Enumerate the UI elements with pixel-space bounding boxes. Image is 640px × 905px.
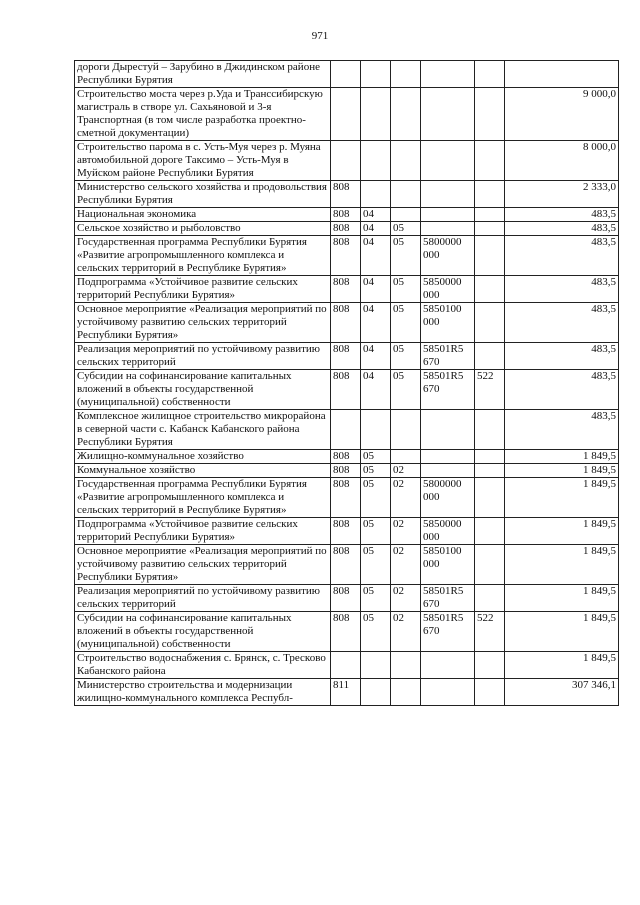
amount-cell: 9 000,0: [505, 88, 619, 141]
subsection-code-cell: 02: [391, 464, 421, 478]
subsection-code-cell: 05: [391, 303, 421, 343]
table-row: [75, 545, 619, 585]
budget-table: [74, 60, 619, 706]
target-item-code-cell: [421, 181, 475, 208]
expense-type-code-cell: [475, 585, 505, 612]
name-cell: Государственная программа Республики Бурятия «Развитие агропромышленного комплекса и сельских территорий в Республике Бурятия»: [75, 478, 331, 518]
expense-type-code-cell: 522: [475, 612, 505, 652]
amount-cell: 483,5: [505, 236, 619, 276]
target-item-code-cell: 5800000 000: [421, 236, 475, 276]
department-code-cell: 808: [331, 236, 361, 276]
expense-type-code-cell: [475, 545, 505, 585]
section-code-cell: 04: [361, 208, 391, 222]
table-row: [75, 652, 619, 679]
amount-cell: 1 849,5: [505, 585, 619, 612]
name-cell: Подпрограмма «Устойчивое развитие сельских территорий Республики Бурятия»: [75, 518, 331, 545]
amount-cell: 1 849,5: [505, 478, 619, 518]
amount-cell: 483,5: [505, 208, 619, 222]
target-item-code-cell: [421, 450, 475, 464]
name-cell: Реализация мероприятий по устойчивому развитию сельских территорий: [75, 343, 331, 370]
section-code-cell: 05: [361, 464, 391, 478]
amount-cell: 483,5: [505, 370, 619, 410]
subsection-code-cell: [391, 141, 421, 181]
target-item-code-cell: [421, 61, 475, 88]
name-cell: Реализация мероприятий по устойчивому развитию сельских территорий: [75, 585, 331, 612]
section-code-cell: [361, 410, 391, 450]
section-code-cell: 04: [361, 222, 391, 236]
name-cell: Министерство сельского хозяйства и продовольствия Республики Бурятия: [75, 181, 331, 208]
department-code-cell: 808: [331, 464, 361, 478]
section-code-cell: [361, 141, 391, 181]
department-code-cell: 808: [331, 208, 361, 222]
expense-type-code-cell: [475, 222, 505, 236]
name-cell: Подпрограмма «Устойчивое развитие сельских территорий Республики Бурятия»: [75, 276, 331, 303]
table-row: [75, 585, 619, 612]
amount-cell: 1 849,5: [505, 652, 619, 679]
section-code-cell: 04: [361, 236, 391, 276]
table-row: [75, 222, 619, 236]
section-code-cell: 05: [361, 585, 391, 612]
section-code-cell: 05: [361, 545, 391, 585]
target-item-code-cell: 58501R5 670: [421, 612, 475, 652]
amount-cell: 1 849,5: [505, 518, 619, 545]
department-code-cell: 808: [331, 545, 361, 585]
target-item-code-cell: 5850100 000: [421, 545, 475, 585]
expense-type-code-cell: [475, 652, 505, 679]
section-code-cell: 04: [361, 303, 391, 343]
subsection-code-cell: 05: [391, 343, 421, 370]
amount-cell: 307 346,1: [505, 679, 619, 706]
table-row: [75, 478, 619, 518]
expense-type-code-cell: [475, 478, 505, 518]
subsection-code-cell: 02: [391, 612, 421, 652]
amount-cell: 483,5: [505, 222, 619, 236]
amount-cell: 2 333,0: [505, 181, 619, 208]
table-row: [75, 276, 619, 303]
section-code-cell: 04: [361, 370, 391, 410]
section-code-cell: 05: [361, 478, 391, 518]
name-cell: Основное мероприятие «Реализация мероприятий по устойчивому развитию сельских территорий Республики Бурятия»: [75, 545, 331, 585]
name-cell: дороги Дырестуй – Зарубино в Джидинском районе Республики Бурятия: [75, 61, 331, 88]
amount-cell: 8 000,0: [505, 141, 619, 181]
expense-type-code-cell: [475, 236, 505, 276]
amount-cell: 483,5: [505, 343, 619, 370]
department-code-cell: [331, 410, 361, 450]
section-code-cell: 04: [361, 276, 391, 303]
department-code-cell: 811: [331, 679, 361, 706]
department-code-cell: 808: [331, 303, 361, 343]
subsection-code-cell: 05: [391, 236, 421, 276]
subsection-code-cell: [391, 652, 421, 679]
section-code-cell: [361, 61, 391, 88]
table-row: [75, 141, 619, 181]
table-row: [75, 208, 619, 222]
table-row: [75, 450, 619, 464]
amount-cell: 483,5: [505, 276, 619, 303]
section-code-cell: [361, 652, 391, 679]
subsection-code-cell: 02: [391, 585, 421, 612]
table-row: [75, 518, 619, 545]
name-cell: Субсидии на софинансирование капитальных вложений в объекты государственной (муниципальной) собственности: [75, 612, 331, 652]
amount-cell: 1 849,5: [505, 450, 619, 464]
expense-type-code-cell: [475, 88, 505, 141]
department-code-cell: 808: [331, 276, 361, 303]
expense-type-code-cell: [475, 208, 505, 222]
section-code-cell: [361, 88, 391, 141]
section-code-cell: 05: [361, 518, 391, 545]
amount-cell: 483,5: [505, 303, 619, 343]
target-item-code-cell: 58501R5 670: [421, 343, 475, 370]
expense-type-code-cell: [475, 303, 505, 343]
table-row: [75, 410, 619, 450]
target-item-code-cell: [421, 464, 475, 478]
amount-cell: [505, 61, 619, 88]
target-item-code-cell: 5850100 000: [421, 303, 475, 343]
target-item-code-cell: [421, 222, 475, 236]
expense-type-code-cell: [475, 181, 505, 208]
expense-type-code-cell: [475, 141, 505, 181]
table-row: [75, 370, 619, 410]
expense-type-code-cell: [475, 450, 505, 464]
target-item-code-cell: 58501R5 670: [421, 370, 475, 410]
name-cell: Национальная экономика: [75, 208, 331, 222]
table-row: [75, 181, 619, 208]
table-row: [75, 612, 619, 652]
table-row: [75, 679, 619, 706]
table-row: [75, 61, 619, 88]
subsection-code-cell: [391, 450, 421, 464]
section-code-cell: 05: [361, 450, 391, 464]
target-item-code-cell: [421, 679, 475, 706]
department-code-cell: 808: [331, 343, 361, 370]
subsection-code-cell: 02: [391, 478, 421, 518]
expense-type-code-cell: [475, 61, 505, 88]
name-cell: Строительство моста через р.Уда и Транссибирскую магистраль в створе ул. Сахьяновой и 3-я Транспортная (в том числе разработка проектно-сметной документации): [75, 88, 331, 141]
page-number: 971: [311, 30, 329, 42]
name-cell: Комплексное жилищное строительство микрорайона в северной части с. Кабанск Кабанского района Республики Бурятия: [75, 410, 331, 450]
amount-cell: 1 849,5: [505, 612, 619, 652]
subsection-code-cell: 05: [391, 370, 421, 410]
name-cell: Строительство парома в с. Усть-Муя через р. Муяна автомобильной дороге Таксимо – Усть-Муя в Муйском районе Республики Бурятия: [75, 141, 331, 181]
department-code-cell: 808: [331, 222, 361, 236]
section-code-cell: 04: [361, 343, 391, 370]
name-cell: Субсидии на софинансирование капитальных вложений в объекты государственной (муниципальной) собственности: [75, 370, 331, 410]
target-item-code-cell: [421, 652, 475, 679]
name-cell: Жилищно-коммунальное хозяйство: [75, 450, 331, 464]
subsection-code-cell: [391, 88, 421, 141]
department-code-cell: 808: [331, 181, 361, 208]
target-item-code-cell: [421, 141, 475, 181]
table-row: [75, 464, 619, 478]
target-item-code-cell: 5850000 000: [421, 518, 475, 545]
subsection-code-cell: [391, 679, 421, 706]
amount-cell: 1 849,5: [505, 545, 619, 585]
section-code-cell: [361, 181, 391, 208]
name-cell: Основное мероприятие «Реализация мероприятий по устойчивому развитию сельских территорий Республики Бурятия»: [75, 303, 331, 343]
subsection-code-cell: 02: [391, 545, 421, 585]
subsection-code-cell: 02: [391, 518, 421, 545]
name-cell: Государственная программа Республики Бурятия «Развитие агропромышленного комплекса и сельских территорий в Республике Бурятия»: [75, 236, 331, 276]
subsection-code-cell: [391, 181, 421, 208]
target-item-code-cell: 58501R5 670: [421, 585, 475, 612]
table-row: [75, 88, 619, 141]
department-code-cell: 808: [331, 450, 361, 464]
table-row: [75, 236, 619, 276]
department-code-cell: [331, 88, 361, 141]
subsection-code-cell: 05: [391, 276, 421, 303]
department-code-cell: 808: [331, 612, 361, 652]
name-cell: Строительство водоснабжения с. Брянск, с. Тресково Кабанского района: [75, 652, 331, 679]
amount-cell: 483,5: [505, 410, 619, 450]
subsection-code-cell: 05: [391, 222, 421, 236]
department-code-cell: 808: [331, 370, 361, 410]
subsection-code-cell: [391, 208, 421, 222]
department-code-cell: 808: [331, 585, 361, 612]
expense-type-code-cell: 522: [475, 370, 505, 410]
subsection-code-cell: [391, 410, 421, 450]
amount-cell: 1 849,5: [505, 464, 619, 478]
table-row: [75, 343, 619, 370]
name-cell: Сельское хозяйство и рыболовство: [75, 222, 331, 236]
department-code-cell: [331, 652, 361, 679]
department-code-cell: 808: [331, 478, 361, 518]
expense-type-code-cell: [475, 518, 505, 545]
target-item-code-cell: 5850000 000: [421, 276, 475, 303]
expense-type-code-cell: [475, 679, 505, 706]
section-code-cell: 05: [361, 612, 391, 652]
expense-type-code-cell: [475, 276, 505, 303]
expense-type-code-cell: [475, 343, 505, 370]
target-item-code-cell: [421, 88, 475, 141]
target-item-code-cell: [421, 410, 475, 450]
department-code-cell: 808: [331, 518, 361, 545]
name-cell: Министерство строительства и модернизации жилищно-коммунального комплекса Республ-: [75, 679, 331, 706]
department-code-cell: [331, 141, 361, 181]
expense-type-code-cell: [475, 410, 505, 450]
target-item-code-cell: [421, 208, 475, 222]
table-row: [75, 303, 619, 343]
expense-type-code-cell: [475, 464, 505, 478]
section-code-cell: [361, 679, 391, 706]
subsection-code-cell: [391, 61, 421, 88]
department-code-cell: [331, 61, 361, 88]
target-item-code-cell: 5800000 000: [421, 478, 475, 518]
name-cell: Коммунальное хозяйство: [75, 464, 331, 478]
